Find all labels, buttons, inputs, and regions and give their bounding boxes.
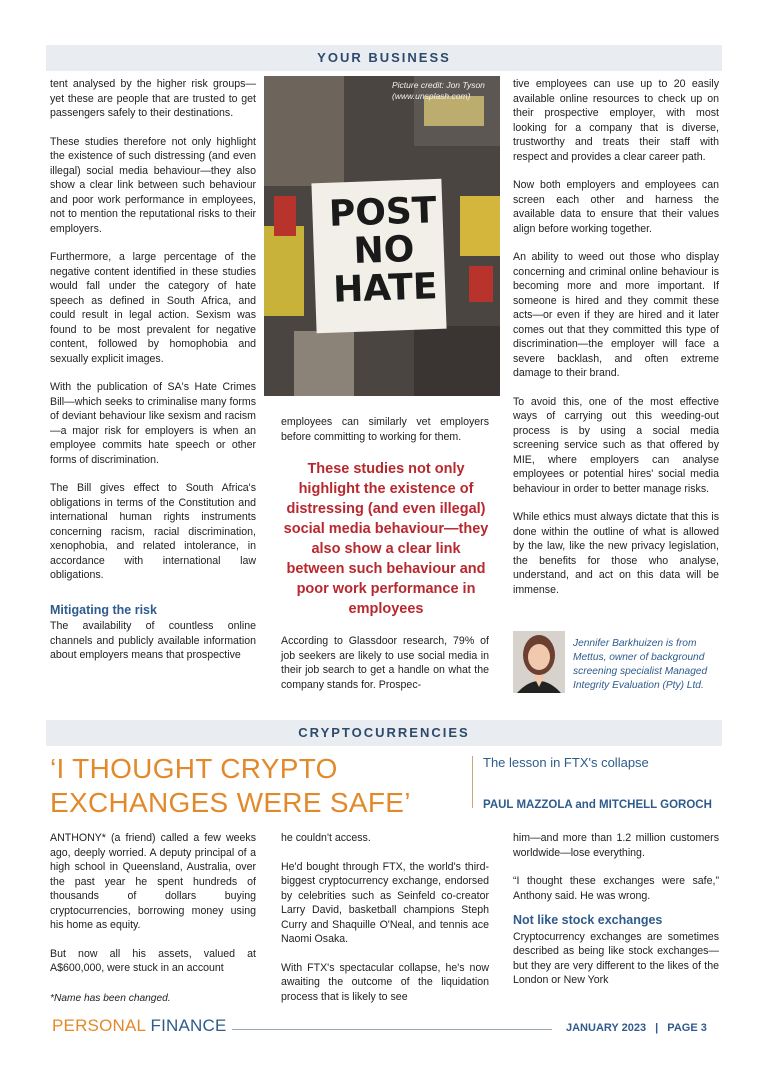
credit-line: Picture credit: Jon Tyson [392,80,485,90]
article-column-2-top [281,415,489,458]
article-headline [50,752,470,820]
poster-sign-text [322,192,446,310]
article-deck: The lesson in FTX's collapse [483,755,649,770]
paragraph: tent analysed by the higher risk groups—yet these are people that are trusted to get passengers safely to their destinations. [50,78,256,119]
paragraph: Now both employers and employees can screen each other and harness the available data to ensure that their values align before working together. [513,179,719,235]
article-column-3 [513,77,719,611]
post-no-hate-photo [264,76,500,396]
sign-line: HATE [332,266,439,311]
page-info [566,1022,707,1034]
credit-line: (www.unsplash.com) [392,91,471,101]
subheading-mitigating-risk: Mitigating the risk [50,602,157,617]
page-number: PAGE 3 [667,1022,707,1034]
sign-line: NO [352,228,416,273]
headline-line: EXCHANGES WERE SAFE’ [50,787,411,818]
headline-divider [472,756,473,808]
footer-rule [232,1029,552,1030]
separator: | [655,1022,659,1034]
article-column-2-bottom [281,634,489,706]
crypto-column-1 [50,831,256,990]
pull-quote: These studies not only highlight the existence of distressing (and even illegal) social media behaviour—they also show a clear link between such behaviour and poor work performance in employees [283,461,489,617]
article-byline: PAUL MAZZOLA and MITCHELL GOROCH [483,799,712,811]
paragraph: With FTX's spectacular collapse, he's now awaiting the outcome of the liquidation process that is likely to see [281,961,489,1003]
paragraph: With the publication of SA's Hate Crimes Bill—which seeks to criminalise many forms of deviant behaviour like sexism and racism—a major risk for employers is when an employee commits hate speech or other forms of discrimination. [50,381,256,466]
section-header-your-business: YOUR BUSINESS [46,45,722,71]
paragraph: Furthermore, a large percentage of the negative content identified in these studies would fall under the category of hate speech as defined in South Africa, and could result in legal action. Sexism was found to be most prevalent for negative content, followed by homophobia and sexually explicit images. [50,251,256,365]
author-avatar-illustration [513,631,565,693]
paragraph: These studies therefore not only highlight the existence of such distressing (and even illegal) social media behaviour—they also show a clear link between such behaviour and poor work performance in employees, not to mention the reputational risks to their employers. [50,135,256,235]
paragraph: The availability of countless online channels and publicly available information about employers means that prospective [50,620,256,661]
brand-word: FINANCE [150,1016,227,1035]
paragraph: To avoid this, one of the most effective ways of carrying out this weeding-out process is by using a social media screening service such as that offered by MIE, where employers can analyse employees or potential hires' social media behaviour in order to better manage risks. [513,395,719,495]
headline-line: ‘I THOUGHT CRYPTO [50,753,338,784]
section-header-cryptocurrencies: CRYPTOCURRENCIES [46,720,722,746]
subheading-not-like-stock-exchanges: Not like stock exchanges [513,913,663,927]
paragraph: He'd bought through FTX, the world's third-biggest cryptocurrency exchange, endorsed by celebrities such as Seinfeld co-creator Larry David, basketball champions Steph Curry and Shaquille O'Neal, and tennis ace Naomi Osaka. [281,860,489,945]
paragraph: he couldn't access. [281,832,371,844]
author-bio: Jennifer Barkhuizen is from Mettus, owner of background screening specialist Managed Integrity Evaluation (Pty) Ltd. [573,638,708,691]
crypto-column-3 [513,831,719,1002]
photo-credit [392,80,497,102]
issue-date: JANUARY 2023 [566,1022,647,1034]
crypto-column-2 [281,831,489,1018]
paragraph: The Bill gives effect to South Africa's obligations in terms of the Constitution and international human rights instruments concerning racism, racial discrimination, xenophobia, and related intolerance, in accordance with international law obligations. [50,482,256,581]
brand-word: PERSONAL [52,1016,146,1035]
paragraph: tive employees can use up to 20 easily available online resources to check up on their prospective employer, with most looking for a company that is diverse, trustworthy and treats their staff with respect and provides a clear career path. [513,78,719,163]
footnote: *Name has been changed. [50,993,171,1004]
paragraph: An ability to weed out those who display concerning and criminal online behaviour is becoming more and more important. If someone is hired and they commit these acts—or even if they are hired and it later comes out that they committed this type of discrimination—the employer will face a severe backlash, and often extreme damage to their brand. [513,251,719,379]
paragraph: employees can similarly vet employers before committing to working for them. [281,416,489,443]
paragraph: ANTHONY* (a friend) called a few weeks ago, deeply worried. A deputy principal of a high school in Queensland, Australia, over the past year he spent hundreds of thousands of dollars buying cryptocurrencies, borrowing money using his home as equity. [50,832,256,931]
author-photo [513,631,565,693]
paragraph: Cryptocurrency exchanges are sometimes described as being like stock exchanges—but they are very different to the likes of the London or New York [513,930,719,986]
paragraph: “I thought these exchanges were safe,” Anthony said. He was wrong. [513,875,719,902]
sign-line: POST [328,190,438,235]
paragraph: But now all his assets, valued at A$600,000, were stuck in an account [50,947,256,974]
article-column-1 [50,77,256,677]
publication-brand [52,1016,227,1036]
paragraph: While ethics must always dictate that this is done within the outline of what is allowed by the law, like the new privacy legislation, the benefits for those who analyse, understand, and act on this data will be immense. [513,511,719,596]
paragraph: According to Glassdoor research, 79% of job seekers are likely to use social media in their job search to get a handle on what the company stands for. Prospec- [281,635,489,691]
paragraph: him—and more than 1.2 million customers worldwide—lose everything. [513,832,719,859]
